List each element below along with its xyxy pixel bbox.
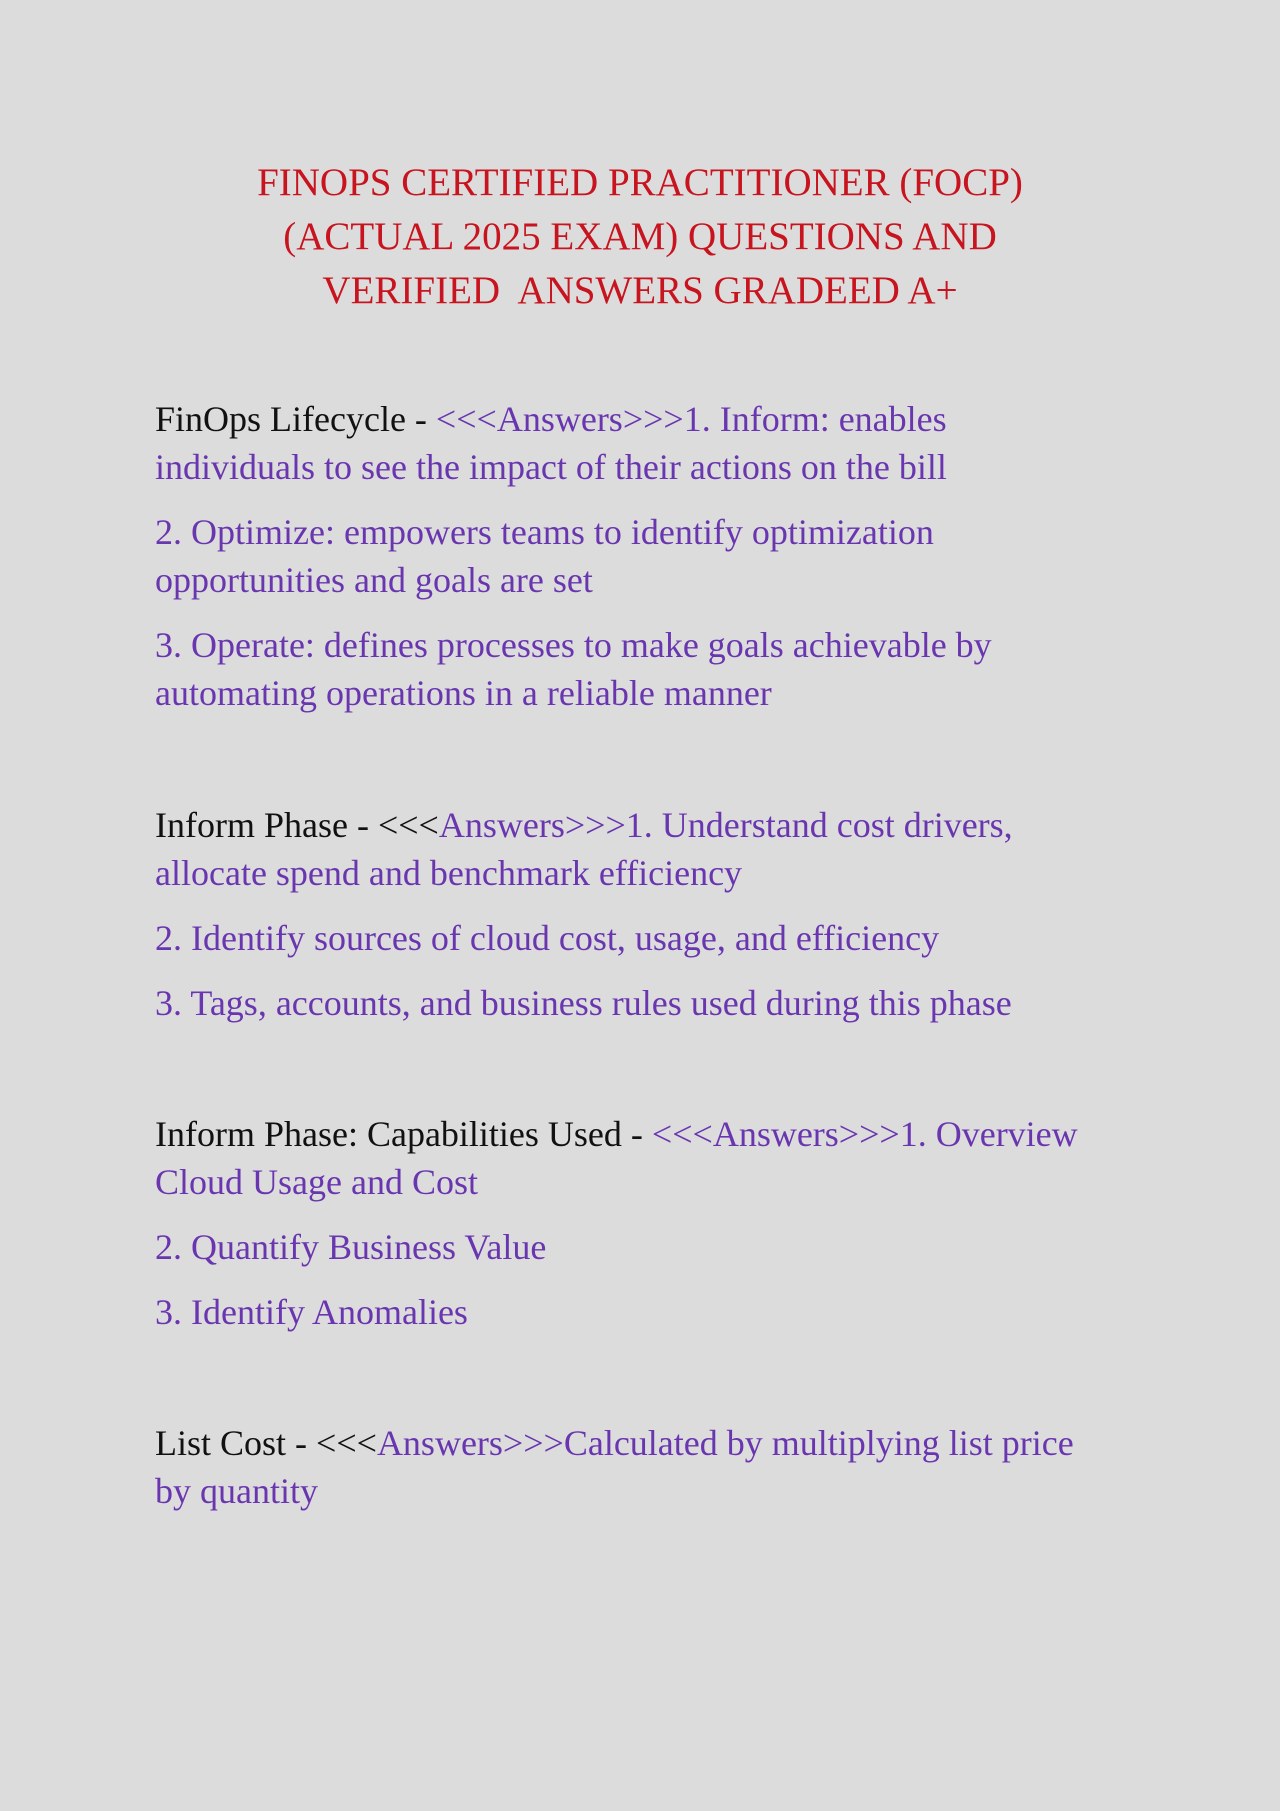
qa-answer: 1. Inform: enables individuals to see the impact of their actions on the bill (155, 399, 947, 487)
qa-entry-list-cost (155, 1419, 1105, 1532)
qa-answer: Calculated by multiplying list price by quantity (155, 1423, 1074, 1511)
qa-answer-item: 2. Identify sources of cloud cost, usage, and efficiency (155, 918, 940, 958)
qa-first-paragraph (155, 1110, 1105, 1206)
qa-answer-item: 3. Tags, accounts, and business rules used during this phase (155, 983, 1012, 1023)
qa-term: Inform Phase - (155, 805, 378, 845)
qa-entry-finops-lifecycle (155, 395, 1105, 734)
answers-marker-open: <<< (316, 1423, 377, 1463)
qa-first-paragraph (155, 395, 1105, 491)
answers-marker-open: <<< (377, 805, 439, 845)
qa-answer-item: 2. Optimize: empowers teams to identify optimization opportunities and goals are set (155, 512, 934, 600)
qa-answer: 1. Overview Cloud Usage and Cost (155, 1114, 1078, 1202)
qa-entry-inform-capabilities (155, 1110, 1105, 1353)
answers-marker: Answers>>> (438, 805, 626, 845)
answers-marker: <<<Answers>>> (435, 399, 684, 439)
document-title (155, 156, 1125, 318)
title-line: VERIFIED ANSWERS GRADEED A+ (322, 269, 958, 312)
qa-first-paragraph (155, 801, 1105, 897)
qa-answer-item: 2. Quantify Business Value (155, 1227, 547, 1267)
qa-first-paragraph (155, 1419, 1105, 1515)
qa-answer-item: 3. Operate: defines processes to make goals achievable by automating operations in a reliable manner (155, 625, 992, 713)
qa-term: Inform Phase: Capabilities Used - (155, 1114, 652, 1154)
answers-marker: Answers>>> (376, 1423, 564, 1463)
title-line: FINOPS CERTIFIED PRACTITIONER (FOCP) (257, 161, 1023, 204)
title-line: (ACTUAL 2025 EXAM) QUESTIONS AND (283, 215, 997, 258)
qa-entry-inform-phase (155, 801, 1105, 1044)
qa-answer: 1. Understand cost drivers, allocate spend and benchmark efficiency (155, 805, 1013, 893)
qa-term: List Cost - (155, 1423, 317, 1463)
answers-marker: <<<Answers>>> (651, 1114, 900, 1154)
qa-answer-item: 3. Identify Anomalies (155, 1292, 468, 1332)
qa-term: FinOps Lifecycle - (155, 399, 436, 439)
